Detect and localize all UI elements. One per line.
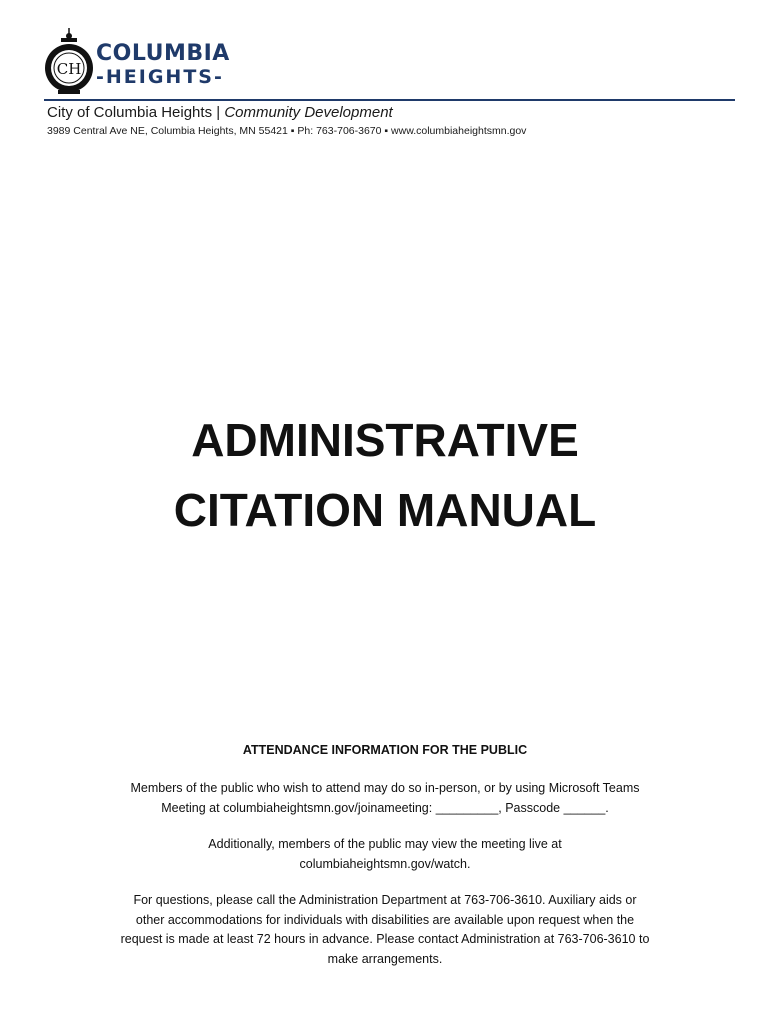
text-line: request is made at least 72 hours in advance. Please contact Administration at 763-706-3610 to bbox=[120, 932, 650, 946]
text-line: For questions, please call the Administration Department at 763-706-3610. Auxiliary aids or bbox=[133, 893, 637, 907]
title-line-2: CITATION MANUAL bbox=[173, 484, 597, 536]
logo-line-heights: -HEIGHTS- bbox=[96, 66, 224, 88]
text-line: make arrangements. bbox=[327, 951, 443, 966]
attendance-paragraph-2 bbox=[80, 835, 690, 874]
text-line: Members of the public who wish to attend may do so in-person, or by using Microsoft Teams bbox=[130, 781, 640, 795]
org-name: City of Columbia Heights | bbox=[47, 104, 221, 121]
ch-seal-icon bbox=[44, 26, 94, 96]
attendance-paragraph-1 bbox=[80, 779, 690, 818]
logo-line-columbia: COLUMBIA bbox=[96, 41, 230, 66]
attendance-paragraph-3 bbox=[80, 891, 690, 969]
seal-initials: CH bbox=[56, 60, 82, 78]
text-line: Additionally, members of the public may view the meeting live at bbox=[208, 837, 562, 851]
logo-wordmark bbox=[96, 42, 230, 88]
text-line: columbiaheightsmn.gov/watch. bbox=[299, 856, 471, 871]
attendance-heading: ATTENDANCE INFORMATION FOR THE PUBLIC bbox=[242, 743, 528, 757]
contact-address: 3989 Central Ave NE, Columbia Heights, MN 55421 ▪ Ph: 763-706-3670 ▪ www.columbiaheightsmn.gov bbox=[47, 125, 527, 137]
department-name: Community Development bbox=[224, 104, 393, 121]
text-line: Meeting at columbiaheightsmn.gov/joinameeting: _________, Passcode ______. bbox=[161, 800, 609, 815]
document-title bbox=[0, 405, 770, 545]
title-line-1: ADMINISTRATIVE bbox=[191, 414, 579, 466]
city-logo bbox=[44, 26, 234, 96]
header-organization bbox=[47, 104, 393, 121]
header-divider bbox=[44, 99, 735, 101]
text-line: other accommodations for individuals with disabilities are available upon request when the bbox=[135, 912, 635, 927]
